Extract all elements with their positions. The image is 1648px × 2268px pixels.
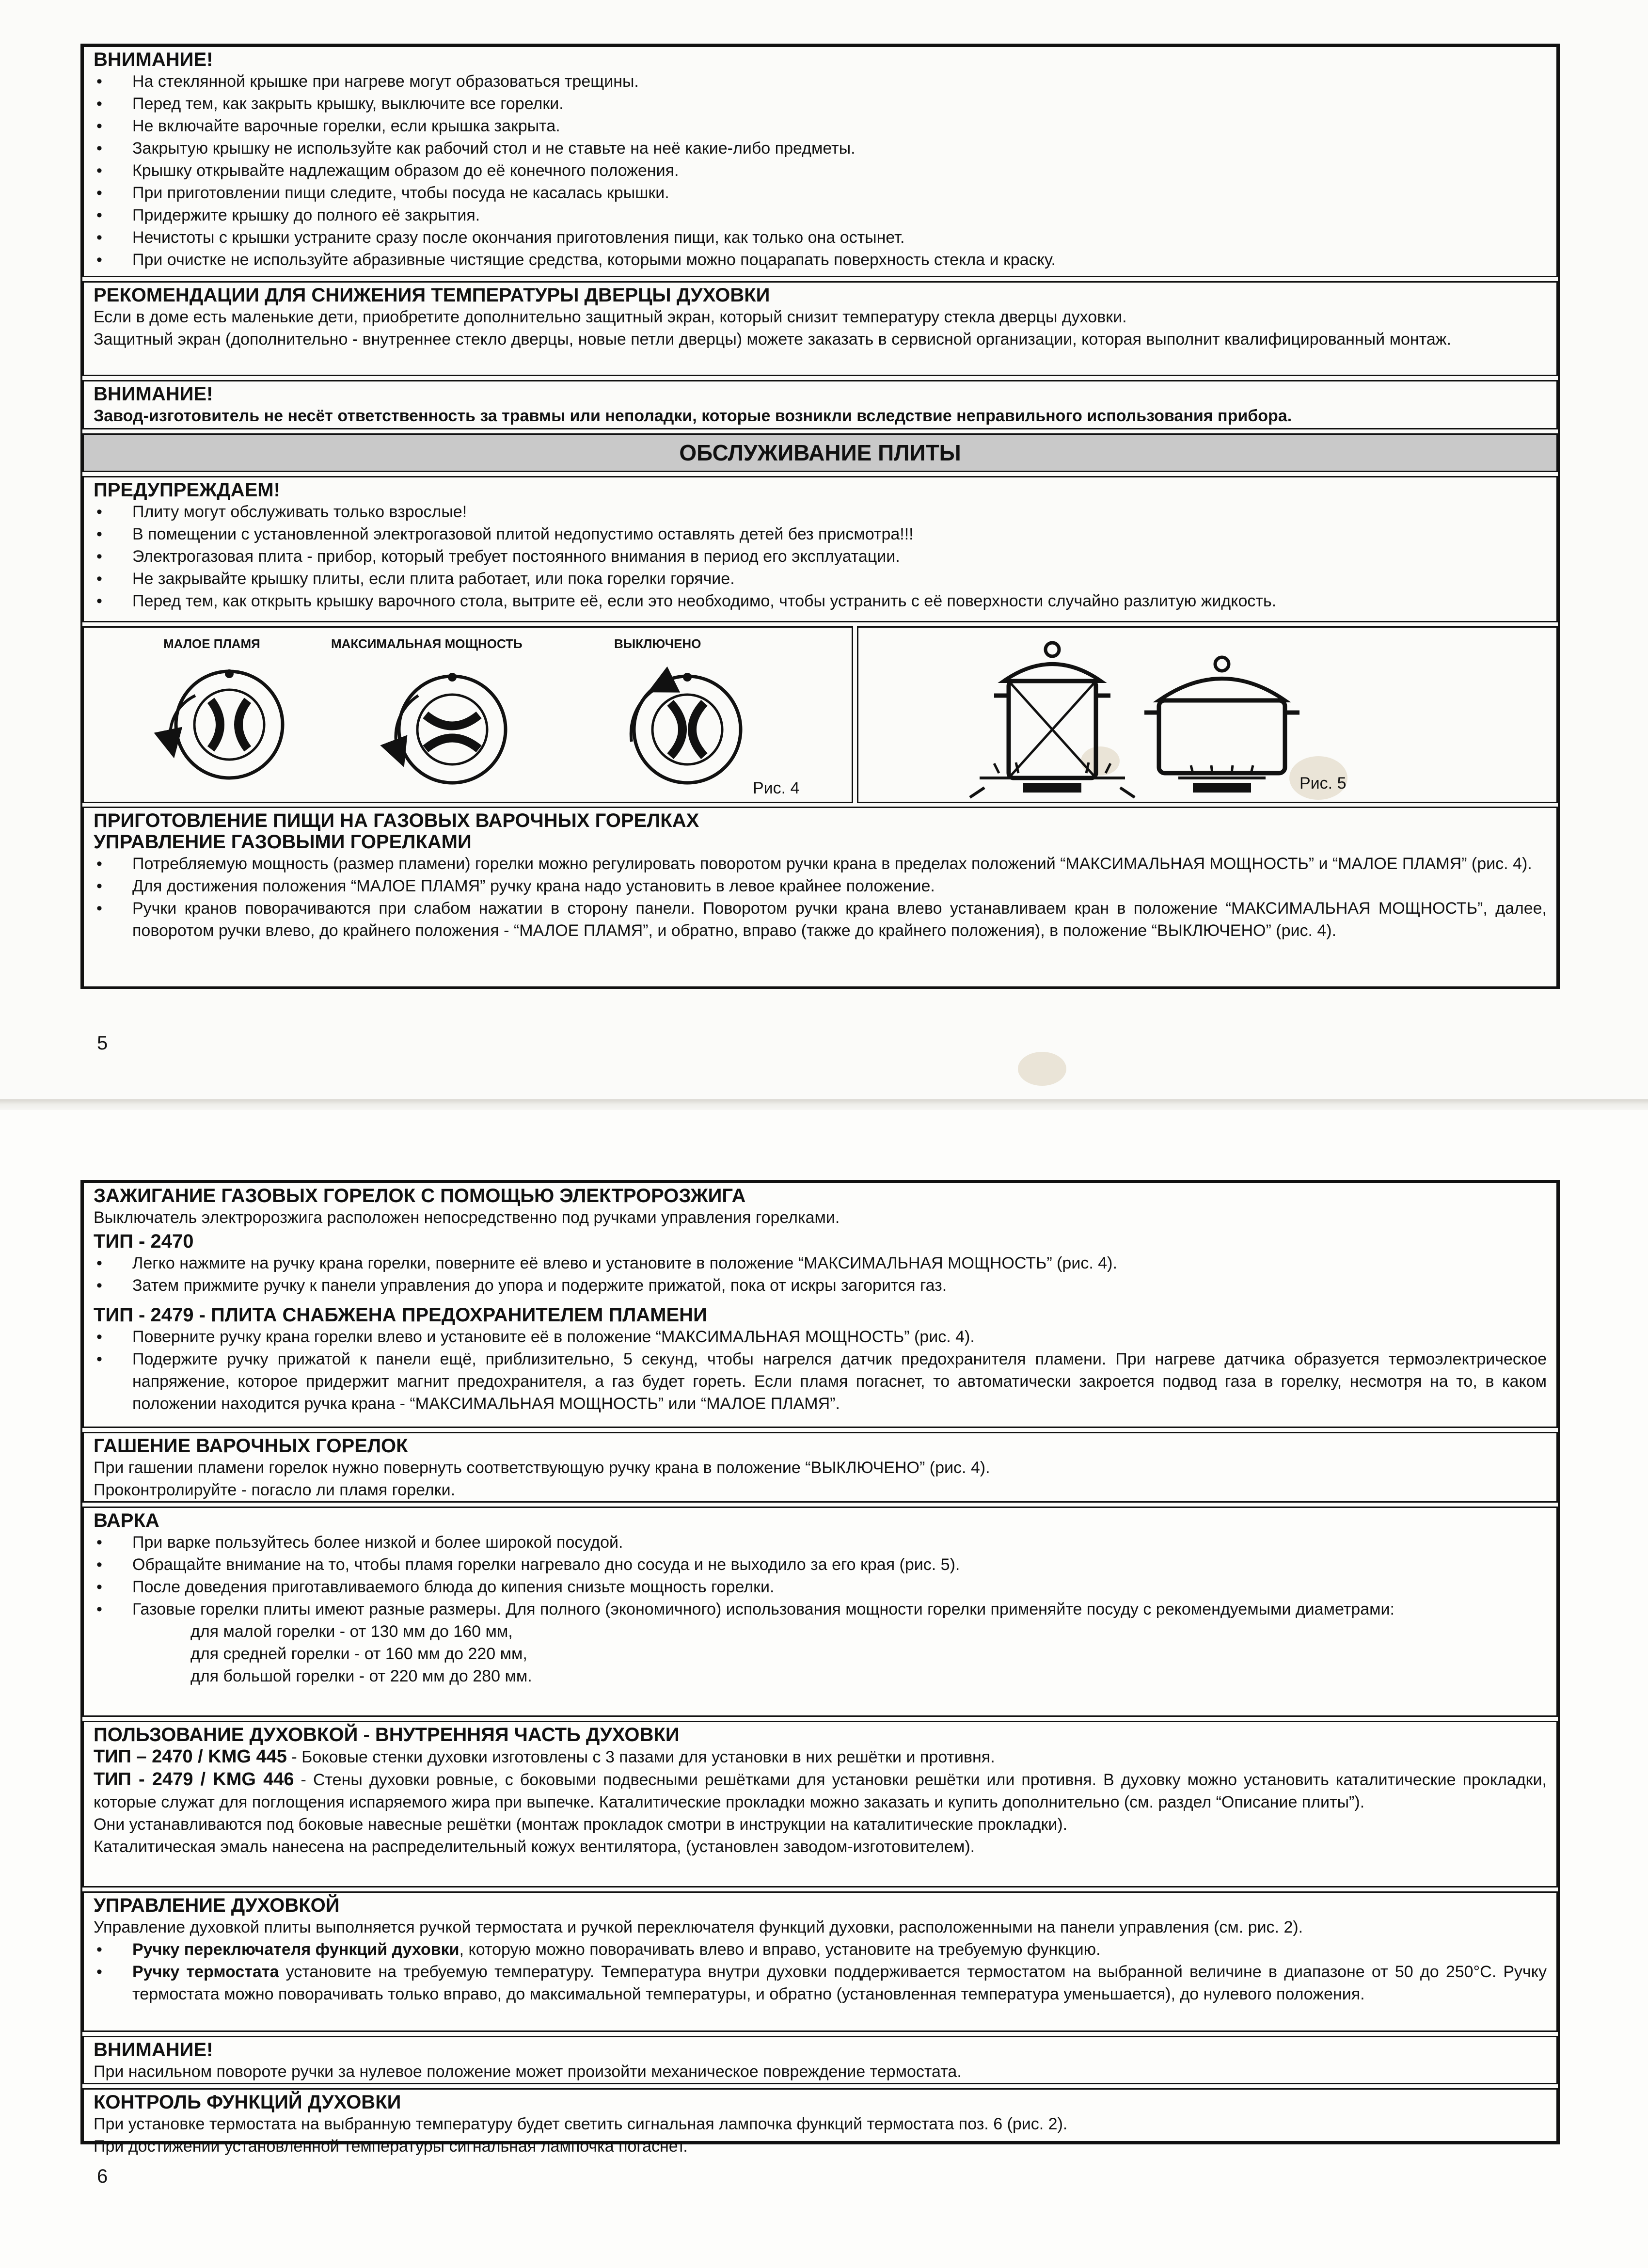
bullet-list <box>94 1252 1547 1297</box>
bullet-list <box>94 853 1547 942</box>
paragraph-bold: Завод-изготовитель не несёт ответственность за травмы или неполадки, которые возникли вследствие неправильного использования прибора. <box>94 407 1292 425</box>
label-off: ВЫКЛЮЧЕНО <box>614 636 701 651</box>
page-6-sheet <box>0 1110 1648 2268</box>
paragraph: При достижении установленной температуры сигнальная лампочка погаснет. <box>94 2137 688 2156</box>
list-item: • На стеклянной крышке при нагреве могут образоваться трещины. <box>94 70 1547 93</box>
paragraph: Управление духовкой плиты выполняется ручкой термостата и ручкой переключателя функций духовки, расположенными на панели управления (см. рис. 2). <box>94 1918 1303 1936</box>
item-text: установите на требуемую температуру. Температура внутри духовки поддерживается термостатом на выбранной величине в диапазоне от 50 до 250°С. Ручку термостата можно поворачивать только вправо, до максимальной температуры, и обратно (установленная температура уменьшается), до нулевого положения. <box>132 1963 1547 2003</box>
gas-burner-control-box <box>82 807 1558 988</box>
list-item: • Подержите ручку прижатой к панели ещё, приблизительно, 5 секунд, чтобы нагрелся датчик предохранителя пламени. При нагреве датчика образуется термоэлектрическое напряжение, которое придержит магнит предохранителя, а газ будет гореть. Если пламя погаснет, то автоматически закроется подвод газа в горелку, несмотря на то, в каком положении находится ручка крана - “МАКСИМАЛЬНАЯ МОЩНОСТЬ” или “МАЛОЕ ПЛАМЯ”. <box>94 1348 1547 1415</box>
box-title: РЕКОМЕНДАЦИИ ДЛЯ СНИЖЕНИЯ ТЕМПЕРАТУРЫ ДВЕРЦЫ ДУХОВКИ <box>94 285 770 306</box>
knob-off-icon <box>631 673 741 783</box>
list-item: • Поверните ручку крана горелки влево и установите её в положение “МАКСИМАЛЬНАЯ МОЩНОСТЬ” (рис. 4). <box>94 1326 1547 1348</box>
box-title: ГАШЕНИЕ ВАРОЧНЫХ ГОРЕЛОК <box>94 1435 408 1457</box>
figure-5 <box>857 626 1558 803</box>
list-item: • Электрогазовая плита - прибор, который требует постоянного внимания в период его эксплуатации. <box>94 545 1547 568</box>
bullet-list <box>94 1938 1547 2005</box>
list-item: • Потребляемую мощность (размер пламени) горелки можно регулировать поворотом ручки крана в пределах положений “МАКСИМАЛЬНАЯ МОЩНОСТЬ” и “МАЛОЕ ПЛАМЯ” (рис. 4). <box>94 853 1547 875</box>
bullet-list <box>94 501 1547 612</box>
oven-function-check-box <box>82 2088 1558 2156</box>
bold-term: Ручку термостата <box>132 1963 279 1981</box>
wrong-pot-icon <box>970 643 1135 797</box>
caution-box <box>82 476 1558 622</box>
label-low-flame: МАЛОЕ ПЛАМЯ <box>163 636 260 651</box>
knob-diagrams <box>84 628 855 805</box>
bullet-list <box>94 1326 1547 1415</box>
knob-low-flame-icon <box>170 669 283 778</box>
box-title: ПОЛЬЗОВАНИЕ ДУХОВКОЙ - ВНУТРЕННЯЯ ЧАСТЬ ДУХОВКИ <box>94 1724 680 1745</box>
figure-caption: Рис. 5 <box>1299 774 1347 793</box>
list-item: • Не включайте варочные горелки, если крышка закрыта. <box>94 115 1547 137</box>
door-temperature-box <box>82 281 1558 376</box>
list-item: • Легко нажмите на ручку крана горелки, поверните её влево и установите в положение “МАКСИМАЛЬНАЯ МОЩНОСТЬ” (рис. 4). <box>94 1252 1547 1274</box>
stain <box>1018 1052 1066 1086</box>
page-number: 5 <box>97 1032 108 1054</box>
paragraph: Они устанавливаются под боковые навесные решётки (монтаж прокладок смотри в инструкции на каталитические прокладки). <box>94 1815 1068 1834</box>
list-item: • Ручки кранов поворачиваются при слабом нажатии в сторону панели. Поворотом ручки крана влево устанавливаем кран в положение “МАКСИМАЛЬНАЯ МОЩНОСТЬ”, далее, поворотом ручки влево, до крайнего положения - “МАЛОЕ ПЛАМЯ”, и обратно, вправо (также до крайнего положения), в положение “ВЫКЛЮЧЕНО” (рис. 4). <box>94 897 1547 942</box>
page-5-sheet <box>0 0 1648 1100</box>
list-item: • В помещении с установленной электрогазовой плитой недопустимо оставлять детей без присмотра!!! <box>94 523 1547 545</box>
list-item: • При варке пользуйтесь более низкой и более широкой посудой. <box>94 1531 1547 1554</box>
list-item: • При приготовлении пищи следите, чтобы посуда не касалась крышки. <box>94 182 1547 204</box>
correct-pot-icon <box>1144 657 1299 793</box>
list-item: • Перед тем, как открыть крышку варочного стола, вытрите её, если это необходимо, чтобы устранить с её поверхности случайно разлитую жидкость. <box>94 590 1547 612</box>
type-label: ТИП – 2470 / KMG 445 <box>94 1746 287 1767</box>
section-title: ОБСЛУЖИВАНИЕ ПЛИТЫ <box>82 433 1558 472</box>
paragraph: Выключатель электророзжига расположен непосредственно под ручками управления горелками. <box>94 1208 840 1227</box>
list-item: • Придержите крышку до полного её закрытия. <box>94 204 1547 226</box>
diameter-line: для малой горелки - от 130 мм до 160 мм, <box>190 1622 513 1641</box>
list-item: • Крышку открывайте надлежащим образом до её конечного положения. <box>94 159 1547 182</box>
type-heading: ТИП - 2479 - ПЛИТА СНАБЖЕНА ПРЕДОХРАНИТЕЛЕМ ПЛАМЕНИ <box>94 1304 707 1326</box>
paragraph <box>94 1745 1547 1768</box>
diameter-line: для средней горелки - от 160 мм до 220 мм, <box>190 1645 527 1663</box>
list-item: • Нечистоты с крышки устраните сразу после окончания приготовления пищи, как только она остынет. <box>94 226 1547 249</box>
page-6-frame <box>80 1180 1560 2156</box>
box-title: ВНИМАНИЕ! <box>94 49 213 70</box>
type-heading: ТИП - 2470 <box>94 1231 194 1252</box>
diameter-line: для большой горелки - от 220 мм до 280 мм. <box>190 1667 532 1685</box>
type-label: ТИП - 2479 / KMG 446 <box>94 1769 294 1790</box>
list-item: • Для достижения положения “МАЛОЕ ПЛАМЯ” ручку крана надо установить в левое крайнее положение. <box>94 875 1547 897</box>
paragraph: Проконтролируйте - погасло ли пламя горелки. <box>94 1481 456 1499</box>
list-item <box>94 1961 1547 2005</box>
liability-warning-box <box>82 380 1558 429</box>
paragraph: Защитный экран (дополнительно - внутреннее стекло дверцы, новые петли дверцы) можете заказать в сервисной организации, которая выполнит квалифицированный монтаж. <box>94 330 1451 349</box>
list-item: • Затем прижмите ручку к панели управления до упора и подержите прижатой, пока от искры загорится газ. <box>94 1274 1547 1297</box>
pot-diagrams <box>858 628 1559 805</box>
thermostat-warning-box <box>82 2036 1558 2084</box>
box-title: ПРИГОТОВЛЕНИЕ ПИЩИ НА ГАЗОВЫХ ВАРОЧНЫХ ГОРЕЛКАХ <box>94 810 699 831</box>
box-title: ЗАЖИГАНИЕ ГАЗОВЫХ ГОРЕЛОК С ПОМОЩЬЮ ЭЛЕКТРОРОЗЖИГА <box>94 1185 746 1206</box>
list-item: • При очистке не используйте абразивные чистящие средства, которыми можно поцарапать поверхность стекла и краску. <box>94 249 1547 271</box>
paragraph: При установке термостата на выбранную температуру будет светить сигнальная лампочка функций термостата поз. 6 (рис. 2). <box>94 2115 1068 2133</box>
bullet-list <box>94 70 1547 271</box>
bullet-list <box>94 1531 1547 1620</box>
label-max-power: МАКСИМАЛЬНАЯ МОЩНОСТЬ <box>331 636 523 651</box>
ignition-box <box>82 1182 1558 1428</box>
oven-control-box <box>82 1891 1558 2032</box>
type-text: - Боковые стенки духовки изготовлены с 3 пазами для установки в них решётки и противня. <box>286 1748 995 1766</box>
box-title: ВАРКА <box>94 1510 159 1531</box>
paragraph <box>94 1768 1547 1813</box>
list-item <box>94 1938 1547 1961</box>
page-number: 6 <box>97 2166 108 2187</box>
box-subtitle: УПРАВЛЕНИЕ ГАЗОВЫМИ ГОРЕЛКАМИ <box>94 831 472 853</box>
list-item: • Плиту могут обслуживать только взрослые! <box>94 501 1547 523</box>
burner-shutoff-box <box>82 1432 1558 1503</box>
oven-interior-box <box>82 1721 1558 1887</box>
lid-warning-box <box>82 46 1558 277</box>
list-item: • Газовые горелки плиты имеют разные размеры. Для полного (экономичного) использования мощности горелки применяйте посуду с рекомендуемыми диаметрами: <box>94 1598 1547 1620</box>
paragraph: Каталитическая эмаль нанесена на распределительный кожух вентилятора, (установлен заводом-изготовителем). <box>94 1838 975 1856</box>
figure-caption: Рис. 4 <box>753 779 800 797</box>
paragraph: Если в доме есть маленькие дети, приобретите дополнительно защитный экран, который снизит температуру стекла дверцы духовки. <box>94 308 1127 326</box>
box-title: КОНТРОЛЬ ФУНКЦИЙ ДУХОВКИ <box>94 2092 401 2113</box>
paragraph: При насильном повороте ручки за нулевое положение может произойти механическое повреждение термостата. <box>94 2062 962 2081</box>
type-text: - Стены духовки ровные, с боковыми подвесными решётками для установки решётки или противня. В духовку можно установить каталитические прокладки, которые служат для поглощения испаряемого жира при выпечке. Каталитические прокладки можно заказать и купить дополнительно (см. раздел “Описание плиты”). <box>94 1771 1547 1811</box>
list-item: • Закрытую крышку не используйте как рабочий стол и не ставьте на неё какие-либо предметы. <box>94 137 1547 159</box>
list-item: • Перед тем, как закрыть крышку, выключите все горелки. <box>94 93 1547 115</box>
box-title: УПРАВЛЕНИЕ ДУХОВКОЙ <box>94 1895 340 1916</box>
page-5-frame <box>80 44 1560 989</box>
bold-term: Ручку переключателя функций духовки <box>132 1940 460 1959</box>
box-title: ВНИМАНИЕ! <box>94 383 213 405</box>
knob-max-power-icon <box>396 673 506 783</box>
item-text: , которую можно поворачивать влево и вправо, установите на требуемую функцию. <box>459 1940 1101 1959</box>
paragraph: При гашении пламени горелок нужно повернуть соответствующую ручку крана в положение “ВЫКЛЮЧЕНО” (рис. 4). <box>94 1459 990 1477</box>
cooking-box <box>82 1507 1558 1717</box>
box-title: ВНИМАНИЕ! <box>94 2039 213 2061</box>
figure-4 <box>82 626 853 803</box>
list-item: • После доведения приготавливаемого блюда до кипения снизьте мощность горелки. <box>94 1576 1547 1598</box>
box-title: ПРЕДУПРЕЖДАЕМ! <box>94 479 280 501</box>
list-item: • Обращайте внимание на то, чтобы пламя горелки нагревало дно сосуда и не выходило за его края (рис. 5). <box>94 1554 1547 1576</box>
list-item: • Не закрывайте крышку плиты, если плита работает, или пока горелки горячие. <box>94 568 1547 590</box>
